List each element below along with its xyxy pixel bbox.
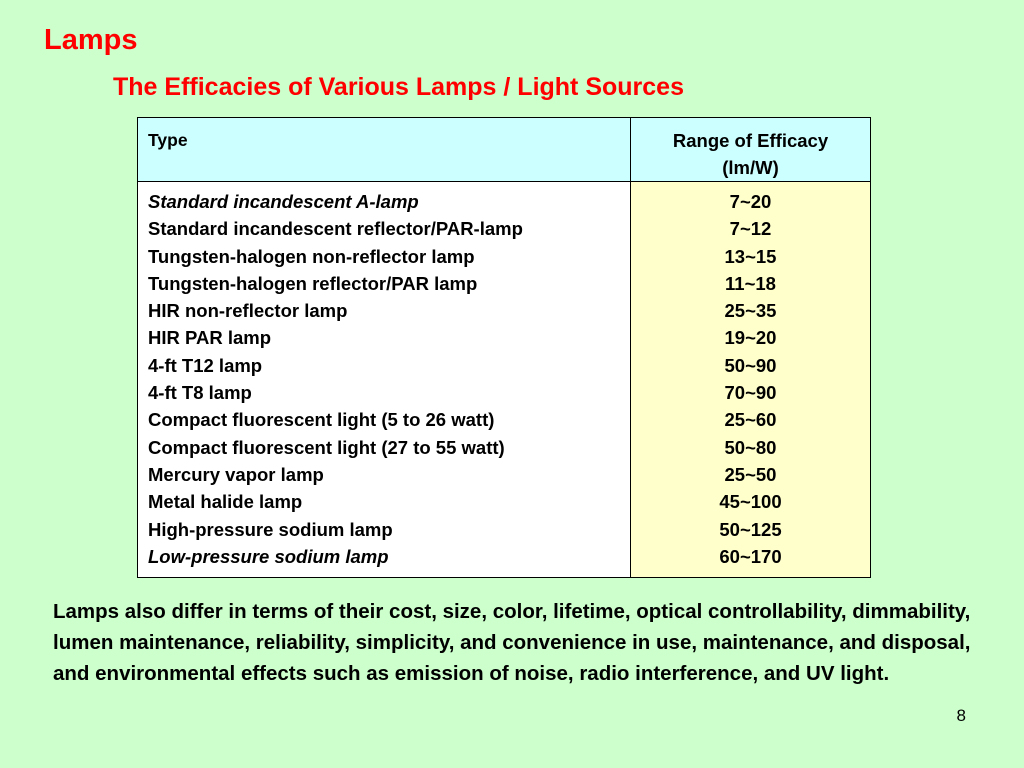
header-range-line1: Range of Efficacy	[672, 130, 829, 151]
efficacy-range: 60~170	[719, 545, 782, 567]
slide-title: Lamps	[44, 24, 138, 56]
efficacy-range: 45~100	[719, 491, 782, 513]
lamp-type: Standard incandescent reflector/PAR-lamp	[148, 218, 523, 240]
efficacy-range: 11~18	[725, 272, 776, 294]
lamp-type: Compact fluorescent light (5 to 26 watt)	[148, 409, 495, 431]
efficacy-range: 7~12	[729, 218, 772, 240]
lamp-type: Metal halide lamp	[148, 491, 303, 513]
slide-subtitle: The Efficacies of Various Lamps / Light Sources	[113, 73, 684, 101]
lamp-types-cell	[138, 182, 631, 578]
efficacy-range: 50~90	[724, 354, 777, 376]
lamp-type: High-pressure sodium lamp	[148, 518, 393, 540]
description-paragraph: Lamps also differ in terms of their cost, size, color, lifetime, optical controllability, dimmability, lumen maintenance, reliability, simplicity, and convenience in use, maintenance, and disposal, and environmental effects such as emission of noise, radio interference, and UV light.	[53, 600, 971, 685]
lamp-type: 4-ft T12 lamp	[148, 354, 263, 376]
efficacy-range: 25~60	[724, 409, 777, 431]
efficacy-range: 25~35	[724, 300, 777, 322]
efficacy-range: 50~80	[724, 436, 777, 458]
header-type: Type	[138, 118, 631, 182]
lamp-type: HIR non-reflector lamp	[148, 300, 348, 322]
table-header-row	[138, 118, 871, 182]
lamp-type: Tungsten-halogen reflector/PAR lamp	[148, 272, 478, 294]
efficacy-range: 50~125	[719, 518, 782, 540]
efficacy-table	[137, 117, 871, 578]
lamp-type: Compact fluorescent light (27 to 55 watt)	[148, 436, 505, 458]
lamp-type: Mercury vapor lamp	[148, 463, 324, 485]
lamp-type: Standard incandescent A-lamp	[148, 191, 419, 212]
efficacy-range: 25~50	[724, 463, 777, 485]
header-range	[631, 118, 871, 182]
lamp-type: Low-pressure sodium lamp	[148, 545, 389, 567]
efficacy-range: 7~20	[729, 191, 772, 212]
lamp-type: Tungsten-halogen non-reflector lamp	[148, 245, 475, 267]
efficacy-range: 13~15	[724, 245, 777, 267]
efficacy-range: 19~20	[724, 327, 777, 349]
page-number: 8	[956, 706, 966, 725]
header-range-line2: (lm/W)	[722, 157, 779, 178]
efficacy-range: 70~90	[724, 382, 777, 404]
lamp-type: HIR PAR lamp	[148, 327, 272, 349]
lamp-type: 4-ft T8 lamp	[148, 382, 252, 404]
efficacy-range-cell	[631, 182, 871, 578]
table-body-row	[138, 182, 871, 578]
